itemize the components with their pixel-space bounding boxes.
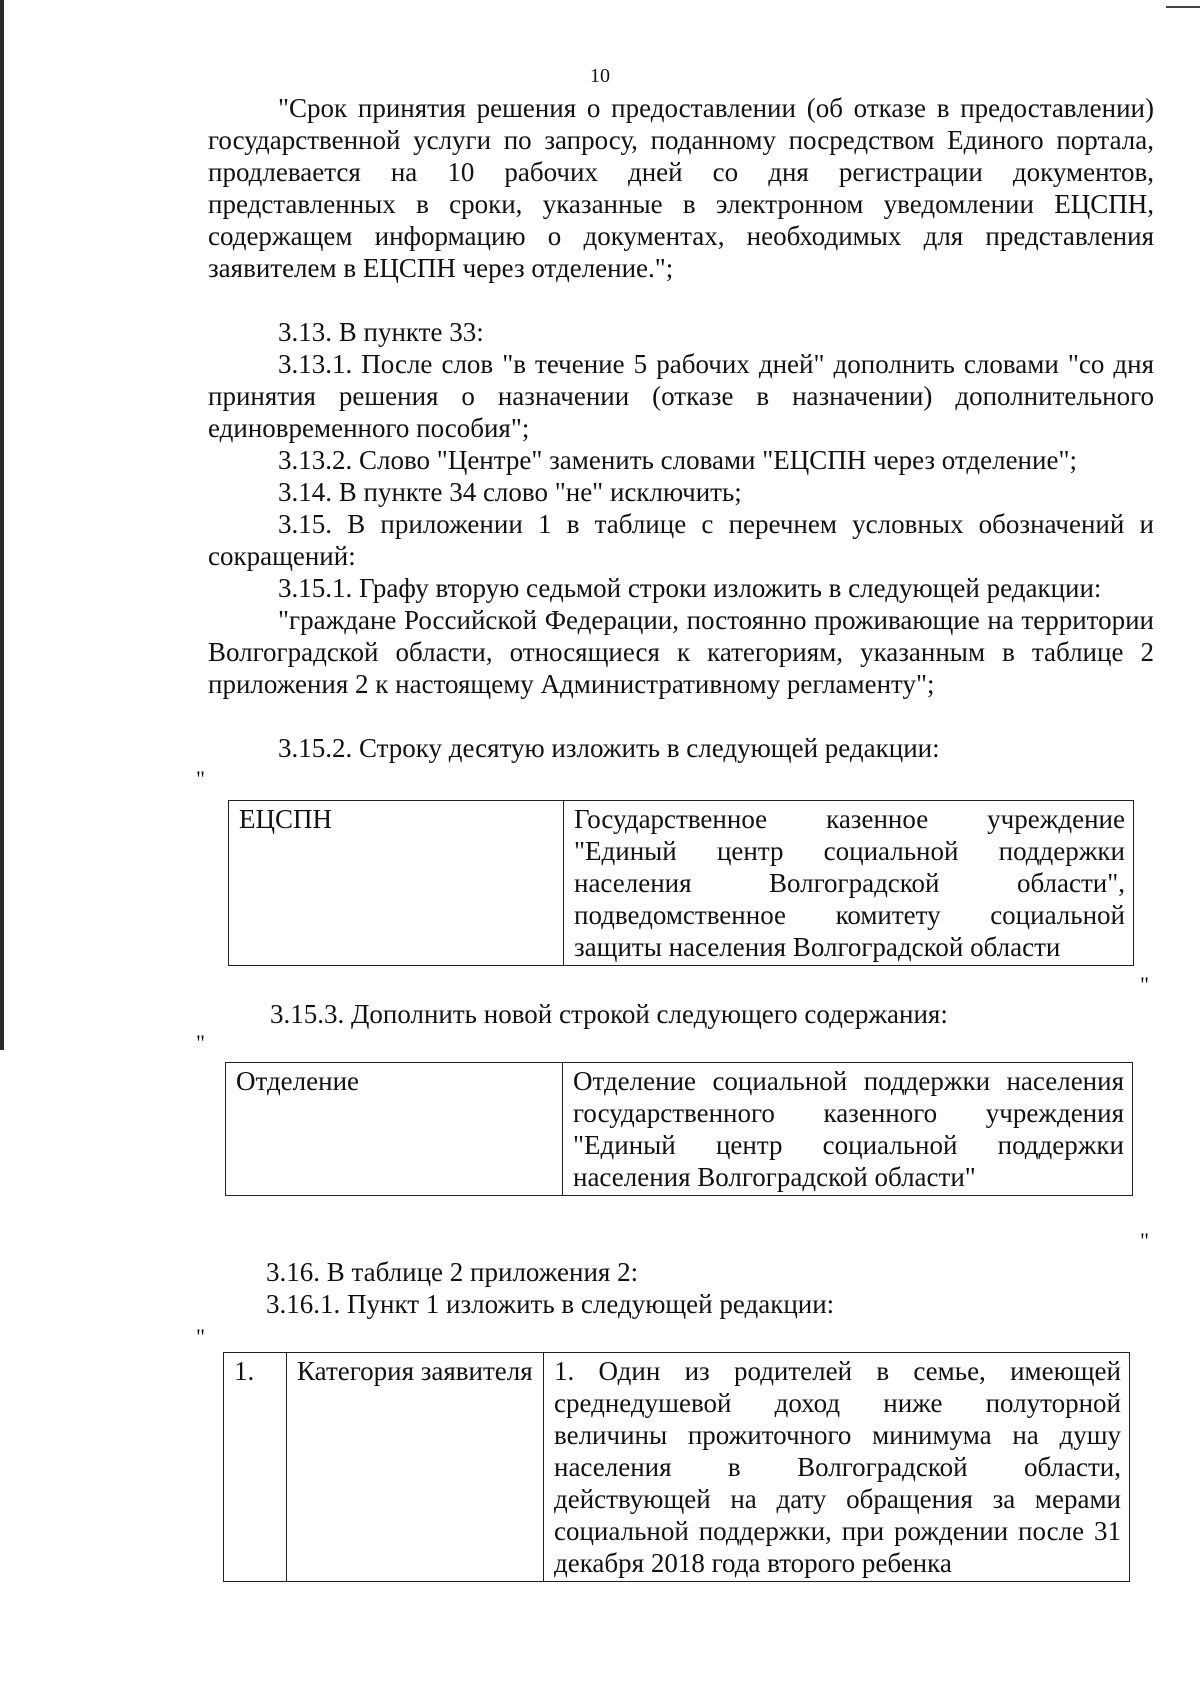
closing-quote-mark: ": [1140, 1228, 1149, 1253]
opening-quote-mark: ": [196, 1324, 205, 1349]
paragraph-3-16: 3.16. В таблице 2 приложения 2:: [266, 1257, 639, 1287]
table-content-cell: 1. Один из родителей в семье, имеющей среднедушевой доход ниже полуторной величины прожиточного минимума на душу населения в Волгоградской области, действующей на дату обращения за мерами социальной поддержки, при рождении после 31 декабря 2018 года второго ребенка: [544, 1353, 1130, 1582]
paragraph-3-13-1: 3.13.1. После слов "в течение 5 рабочих дней" дополнить словами "со дня принятия решения о назначении (отказе в назначении) дополнительного единовременного пособия";: [208, 349, 1154, 443]
paragraph-3-15-3: 3.15.3. Дополнить новой строкой следующего содержания:: [270, 999, 948, 1029]
paragraph-3-13-2: 3.13.2. Слово "Центре" заменить словами "ЕЦСПН через отделение";: [278, 445, 1077, 475]
table-term-cell: ЕЦСПН: [229, 801, 564, 966]
closing-quote-mark: ": [1140, 972, 1149, 997]
paragraph-3-15-1: 3.15.1. Графу вторую седьмой строки изложить в следующей редакции:: [278, 573, 1102, 603]
table-row: [224, 1353, 1130, 1582]
scan-edge-line: [0, 0, 4, 1050]
table-row: [226, 1063, 1133, 1196]
paragraph-deadline-quote: "Срок принятия решения о предоставлении (об отказе в предоставлении) государственной услуги по запросу, поданному посредством Единого портала, продлевается на 10 рабочих дней со дня регистрации документов, представленных в сроки, указанные в электронном уведомлении ЕЦСПН, содержащем информацию о документах, необходимых для представления заявителем в ЕЦСПН через отделение.";: [208, 93, 1154, 283]
scan-corner-mark: [1166, 0, 1200, 8]
paragraph-3-13: 3.13. В пункте 33:: [278, 317, 484, 347]
paragraph-citizens-quote: "граждане Российской Федерации, постоянно проживающие на территории Волгоградской области, относящиеся к категориям, указанным в таблице 2 приложения 2 к настоящему Административному регламенту";: [208, 605, 1154, 699]
paragraph-3-15-2: 3.15.2. Строку десятую изложить в следующей редакции:: [278, 733, 940, 763]
table-definition-cell: Отделение социальной поддержки населения государственного казенного учреждения "Единый центр социальной поддержки населения Волгоградской области": [563, 1063, 1133, 1196]
table-number-cell: 1.: [224, 1353, 287, 1582]
opening-quote-mark: ": [196, 1030, 205, 1055]
table-department: [225, 1062, 1133, 1196]
table-name-cell: Категория заявителя: [287, 1353, 544, 1582]
page-number: 10: [590, 65, 610, 87]
table-row: [229, 801, 1134, 966]
paragraph-3-14: 3.14. В пункте 34 слово "не" исключить;: [278, 477, 742, 507]
table-applicant-category: [223, 1352, 1130, 1582]
opening-quote-mark: ": [196, 766, 205, 791]
table-ecspn: [228, 800, 1134, 966]
table-term-cell: Отделение: [226, 1063, 563, 1196]
paragraph-3-16-1: 3.16.1. Пункт 1 изложить в следующей редакции:: [266, 1289, 835, 1319]
table-definition-cell: Государственное казенное учреждение "Единый центр социальной поддержки населения Волгоградской области", подведомственное комитету социальной защиты населения Волгоградской области: [564, 801, 1134, 966]
paragraph-3-15: 3.15. В приложении 1 в таблице с перечнем условных обозначений и сокращений:: [208, 509, 1154, 571]
